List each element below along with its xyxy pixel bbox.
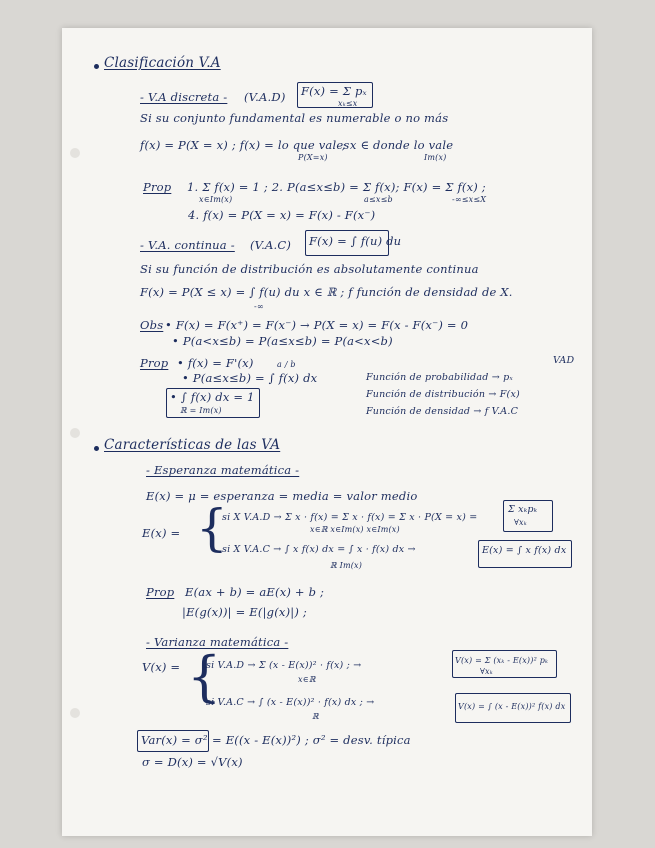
- vx-box1: V(x) = Σ (xₖ - E(x))² pₖ: [455, 656, 549, 665]
- continua-box2-sub: ℝ = Im(x): [180, 406, 222, 415]
- continua-prop2: • P(a≤x≤b) = ∫ f(x) dx: [182, 371, 318, 385]
- vad-label: VAD: [553, 355, 575, 366]
- fn-probabilidad: Función de probabilidad → pₓ: [366, 372, 513, 383]
- continua-obs1: • F(x) = F(x⁺) = F(x⁻) → P(X = x) = F(x - F(x⁻) = 0: [165, 318, 469, 332]
- continua-definition: Si su función de distribución es absolutamente continua: [140, 262, 479, 276]
- continua-obs2: • P(a<x≤b) = P(a≤x≤b) = P(a<x<b): [172, 334, 393, 348]
- punch-hole: [70, 708, 80, 718]
- discreta-f-def-a: f(x) = P(X = x) ; f(x) = lo que vales: [140, 138, 350, 152]
- continua-F-sub: -∞: [254, 302, 264, 311]
- discreta-box-sub: xₖ≤x: [338, 99, 358, 108]
- discreta-prop1-sub-a: x∈Im(x): [199, 195, 233, 204]
- esperanza-prop2: |E(g(x))| = E(|g(x)|) ;: [182, 605, 307, 619]
- ex-box1: Σ xₖpₖ: [508, 504, 538, 515]
- ex-vac-line: si X V.A.C → ∫ x f(x) dx = ∫ x · f(x) dx →: [222, 544, 416, 555]
- continua-abbr: (V.A.C): [250, 238, 292, 252]
- varianza-heading: - Varianza matemática -: [146, 635, 289, 649]
- vx-vad-line: si V.A.D → Σ (x - E(x))² · f(x) ; →: [206, 660, 362, 671]
- esperanza-def: E(x) = μ = esperanza = media = valor medio: [146, 489, 418, 503]
- continua-F-def: F(x) = P(X ≤ x) = ∫ f(u) du x ∈ ℝ ; f función de densidad de X.: [140, 285, 513, 299]
- continua-box-formula: F(x) = ∫ f(u) du: [309, 234, 402, 248]
- discreta-definition: Si su conjunto fundamental es numerable o no más: [140, 111, 449, 125]
- vx-box1-sub: ∀xₖ: [480, 667, 493, 676]
- discreta-box-formula: F(x) = Σ pₓ: [301, 84, 367, 98]
- ex-vad-sub: x∈ℝ x∈Im(x) x∈Im(x): [310, 525, 400, 534]
- vx-vac-line: si V.A.C → ∫ (x - E(x))² · f(x) dx ; →: [206, 697, 375, 708]
- discreta-prop1: 1. Σ f(x) = 1 ; 2. P(a≤x≤b) = Σ f(x); F(x) = Σ f(x) ;: [187, 180, 486, 194]
- brace: {: [187, 645, 222, 708]
- ex-label: E(x) =: [142, 526, 181, 540]
- discreta-f-def-b: ; x ∈ donde lo vale: [342, 138, 454, 152]
- discreta-abbr: (V.A.D): [244, 90, 286, 104]
- continua-box2: • ∫ f(x) dx = 1: [170, 390, 255, 404]
- ex-vac-sub: ℝ Im(x): [330, 561, 363, 570]
- vx-box2: V(x) = ∫ (x - E(x))² f(x) dx: [458, 702, 566, 711]
- bullet: [94, 64, 99, 69]
- brace: {: [196, 499, 228, 557]
- ex-box1-sub: ∀xₖ: [514, 518, 527, 527]
- esperanza-prop1: E(ax + b) = aE(x) + b ;: [185, 585, 325, 599]
- vx-label: V(x) =: [142, 660, 181, 674]
- continua-heading: - V.A. continua -: [140, 238, 235, 252]
- obs-label: Obs: [140, 318, 164, 332]
- prop-label: Prop: [140, 356, 169, 370]
- discreta-prop4: 4. f(x) = P(X = x) = F(x) - F(x⁻): [188, 208, 376, 222]
- discreta-sub-a: P(X=x): [298, 153, 328, 162]
- prop-label: Prop: [146, 585, 175, 599]
- discreta-prop1-sub-b: a≤x≤b: [364, 195, 393, 204]
- fn-densidad: Función de densidad → f V.A.C: [366, 406, 519, 417]
- discreta-prop1-sub-c: -∞≤x≤X: [452, 195, 487, 204]
- continua-prop1: • f(x) = F'(x): [177, 356, 254, 370]
- ex-vad-line: si X V.A.D → Σ x · f(x) = Σ x · f(x) = Σ x · P(X = x) =: [222, 512, 478, 523]
- vx-vad-sub: x∈ℝ: [298, 675, 316, 684]
- section-title: Clasificación V.A: [104, 55, 221, 71]
- esperanza-heading: - Esperanza matemática -: [146, 463, 300, 477]
- continua-prop2-limits: a / b: [277, 360, 296, 369]
- punch-hole: [70, 428, 80, 438]
- bullet: [94, 446, 99, 451]
- discreta-sub-b: Im(x): [424, 153, 447, 162]
- discreta-heading: - V.A discreta -: [140, 90, 228, 104]
- fn-distribucion: Función de distribución → F(x): [366, 389, 520, 400]
- sigma-definition: σ = D(x) = √V(x): [142, 755, 243, 769]
- ex-box2: E(x) = ∫ x f(x) dx: [482, 545, 567, 556]
- section-title-caracteristicas: Características de las VA: [104, 437, 281, 453]
- vx-vac-sub: ℝ: [312, 712, 319, 721]
- var-definition: = E((x - E(x))²) ; σ² = desv. típica: [212, 733, 411, 747]
- var-box: Var(x) = σ²: [141, 733, 208, 747]
- prop-label: Prop: [143, 180, 172, 194]
- punch-hole: [70, 148, 80, 158]
